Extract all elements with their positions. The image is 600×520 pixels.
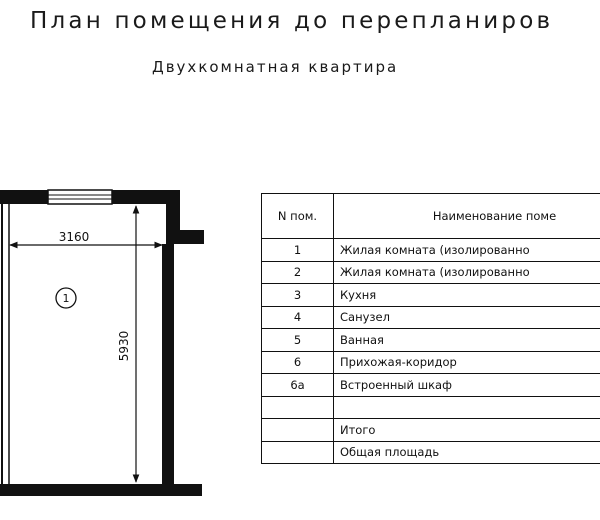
room-name: Кухня <box>334 284 600 307</box>
room-name <box>334 396 600 419</box>
room-number <box>262 419 334 442</box>
table-row <box>262 239 600 262</box>
room-marker-label: 1 <box>62 292 70 305</box>
table-row <box>262 351 600 374</box>
table-header-row <box>262 194 600 239</box>
table-row <box>262 329 600 352</box>
room-number <box>262 441 334 464</box>
room-number: 2 <box>262 261 334 284</box>
header-room-number: N пом. <box>262 194 334 239</box>
header-room-name: Наименование поме <box>334 194 600 239</box>
room-number <box>262 396 334 419</box>
room-number: 6а <box>262 374 334 397</box>
room-marker <box>56 288 76 308</box>
table-row <box>262 261 600 284</box>
wall-bottom <box>0 484 202 496</box>
width-dimension-label: 3160 <box>58 230 90 244</box>
floor-plan <box>0 0 250 520</box>
room-name: Жилая комната (изолированно <box>334 239 600 262</box>
room-name: Ванная <box>334 329 600 352</box>
rooms-table <box>261 193 600 464</box>
table-row <box>262 374 600 397</box>
room-name: Общая площадь <box>334 441 600 464</box>
table-row <box>262 441 600 464</box>
wall-right-upper <box>166 190 180 230</box>
room-number: 6 <box>262 351 334 374</box>
drawing-subtitle: Двухкомнатная квартира <box>152 58 399 76</box>
room-name: Прихожая-коридор <box>334 351 600 374</box>
room-number: 1 <box>262 239 334 262</box>
table-row <box>262 284 600 307</box>
wall-right-lower <box>162 244 174 494</box>
room-number: 4 <box>262 306 334 329</box>
room-name: Санузел <box>334 306 600 329</box>
room-name: Итого <box>334 419 600 442</box>
length-dimension-label: 5930 <box>117 330 131 362</box>
room-number: 5 <box>262 329 334 352</box>
room-name: Встроенный шкаф <box>334 374 600 397</box>
window <box>48 190 112 204</box>
drawing-title: План помещения до перепланиров <box>30 8 554 34</box>
table-row <box>262 306 600 329</box>
wall-top-left <box>0 190 48 204</box>
table-row <box>262 396 600 419</box>
wall-stub <box>166 230 204 244</box>
room-name: Жилая комната (изолированно <box>334 261 600 284</box>
room-number: 3 <box>262 284 334 307</box>
table-row <box>262 419 600 442</box>
